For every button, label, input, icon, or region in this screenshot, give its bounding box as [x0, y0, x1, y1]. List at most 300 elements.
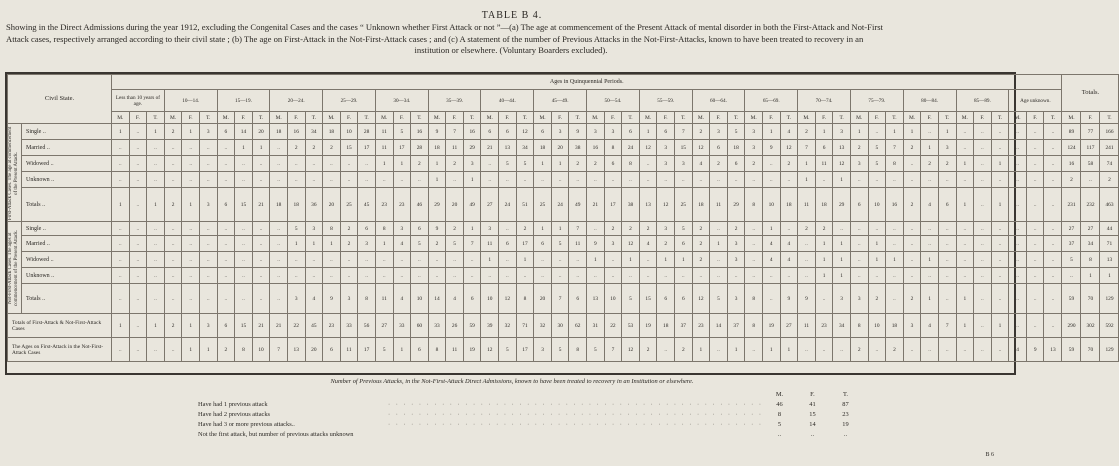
table-cell: .. — [1009, 284, 1027, 314]
table-cell: 27 — [481, 188, 499, 222]
table-cell: 9 — [1026, 338, 1044, 362]
value-m: .. — [777, 430, 782, 438]
table-cell: 29 — [463, 140, 481, 156]
table-cell: 32 — [499, 314, 517, 338]
table-cell: .. — [1026, 140, 1044, 156]
table-cell: 1 — [762, 222, 780, 236]
table-cell: .. — [375, 172, 393, 188]
table-cell: 3 — [710, 124, 728, 140]
table-cell: .. — [745, 252, 763, 268]
total-cell: 166 — [1100, 124, 1119, 140]
table-cell: .. — [745, 268, 763, 284]
sex-header: T. — [938, 112, 956, 124]
table-cell: 2 — [903, 188, 921, 222]
table-cell: .. — [1044, 236, 1062, 252]
table-description — [6, 22, 1016, 57]
table-cell: 21 — [481, 140, 499, 156]
sex-header: M. — [639, 112, 657, 124]
total-cell: 77 — [1081, 124, 1100, 140]
table-cell: .. — [129, 284, 147, 314]
table-cell: 3 — [745, 124, 763, 140]
table-cell: 6 — [217, 314, 235, 338]
table-cell: 29 — [833, 188, 851, 222]
table-cell: 2 — [727, 222, 745, 236]
total-cell: 129 — [1100, 338, 1119, 362]
table-cell: 3 — [604, 236, 622, 252]
table-cell: .. — [833, 338, 851, 362]
table-cell: 1 — [182, 314, 200, 338]
table-cell: 2 — [411, 156, 429, 172]
sex-header: M. — [1009, 112, 1027, 124]
table-cell: .. — [1009, 156, 1027, 172]
table-cell: 1 — [833, 236, 851, 252]
data-row — [8, 172, 1119, 188]
table-cell: .. — [164, 284, 182, 314]
table-cell: .. — [587, 222, 605, 236]
table-cell: .. — [516, 268, 534, 284]
table-cell: 1 — [428, 156, 446, 172]
table-cell: .. — [587, 172, 605, 188]
table-cell: 7 — [675, 124, 693, 140]
table-cell: .. — [956, 252, 974, 268]
previous-attacks-table — [198, 389, 862, 439]
table-cell: 24 — [551, 188, 569, 222]
table-cell: 4 — [780, 252, 798, 268]
table-cell: 1 — [305, 236, 323, 252]
table-cell: .. — [956, 222, 974, 236]
table-cell: .. — [129, 222, 147, 236]
table-cell: 8 — [604, 140, 622, 156]
table-cell: 9 — [323, 284, 341, 314]
table-cell: 2 — [710, 156, 728, 172]
table-cell: .. — [710, 222, 728, 236]
table-cell: .. — [270, 140, 288, 156]
table-cell: .. — [129, 252, 147, 268]
table-cell: 18 — [287, 188, 305, 222]
table-cell: .. — [921, 268, 939, 284]
table-cell: .. — [587, 268, 605, 284]
table-cell: .. — [428, 268, 446, 284]
table-cell: 5 — [499, 156, 517, 172]
table-cell: .. — [129, 172, 147, 188]
total-cell: 592 — [1100, 314, 1119, 338]
sex-header: T. — [1044, 112, 1062, 124]
table-cell: 1 — [833, 172, 851, 188]
table-cell: .. — [850, 252, 868, 268]
table-cell: 8 — [745, 284, 763, 314]
sex-header: F. — [657, 112, 675, 124]
table-cell: 18 — [657, 314, 675, 338]
table-cell: .. — [1044, 268, 1062, 284]
table-cell: 1 — [762, 124, 780, 140]
table-cell: 1 — [287, 236, 305, 252]
table-cell: .. — [815, 284, 833, 314]
sex-header: T. — [516, 112, 534, 124]
table-cell: 18 — [270, 188, 288, 222]
table-cell: .. — [411, 252, 429, 268]
table-cell: .. — [938, 284, 956, 314]
table-cell: 12 — [780, 140, 798, 156]
table-cell: .. — [868, 338, 886, 362]
total-cell: 27 — [1081, 222, 1100, 236]
table-cell: 18 — [323, 124, 341, 140]
table-cell: 1 — [182, 124, 200, 140]
total-cell: 58 — [1081, 156, 1100, 172]
table-cell: 4 — [692, 156, 710, 172]
table-cell: 1 — [199, 338, 217, 362]
table-cell: .. — [692, 268, 710, 284]
table-cell: .. — [569, 252, 587, 268]
total-cell: 463 — [1100, 188, 1119, 222]
table-cell: 5 — [446, 236, 464, 252]
table-cell: 9 — [569, 124, 587, 140]
age-group-header: Age unknown. — [1009, 90, 1062, 112]
table-cell: 14 — [710, 314, 728, 338]
table-cell: 1 — [991, 156, 1009, 172]
table-cell: .. — [164, 268, 182, 284]
table-cell: .. — [974, 172, 992, 188]
table-cell: 2 — [516, 222, 534, 236]
table-cell: 17 — [358, 338, 376, 362]
sex-header: T. — [358, 112, 376, 124]
table-cell: 8 — [358, 284, 376, 314]
sex-header: M. — [850, 112, 868, 124]
table-cell: 18 — [270, 124, 288, 140]
sex-header: T. — [833, 112, 851, 124]
table-cell: 1 — [551, 222, 569, 236]
table-cell: 4 — [393, 236, 411, 252]
sex-header: T. — [1100, 112, 1119, 124]
table-cell: .. — [129, 140, 147, 156]
table-cell: 5 — [710, 284, 728, 314]
table-cell: .. — [217, 284, 235, 314]
table-cell: 2 — [903, 284, 921, 314]
age-group-header: 70—74. — [798, 90, 851, 112]
data-row — [8, 156, 1119, 172]
table-cell: 45 — [305, 314, 323, 338]
table-cell: 2 — [692, 124, 710, 140]
table-cell: 1 — [393, 338, 411, 362]
table-cell: 33 — [393, 314, 411, 338]
sex-header: F. — [235, 112, 253, 124]
total-cell: 1 — [1081, 268, 1100, 284]
table-cell: 53 — [622, 314, 640, 338]
table-cell: .. — [199, 284, 217, 314]
table-cell: .. — [305, 156, 323, 172]
table-cell: 20 — [534, 284, 552, 314]
table-cell: 1 — [551, 156, 569, 172]
table-cell: .. — [217, 236, 235, 252]
sex-header: T. — [305, 112, 323, 124]
table-cell: 11 — [375, 140, 393, 156]
table-cell: 45 — [358, 188, 376, 222]
table-cell: .. — [1044, 188, 1062, 222]
table-cell: .. — [481, 172, 499, 188]
age-group-header: 65—69. — [745, 90, 798, 112]
table-cell: .. — [1026, 124, 1044, 140]
table-cell: .. — [217, 252, 235, 268]
table-cell: .. — [199, 156, 217, 172]
table-cell: 8 — [569, 338, 587, 362]
table-cell: .. — [287, 268, 305, 284]
table-cell: .. — [798, 252, 816, 268]
table-cell: .. — [798, 268, 816, 284]
table-cell: .. — [1009, 124, 1027, 140]
table-cell: 14 — [428, 284, 446, 314]
table-cell: 20 — [252, 124, 270, 140]
table-cell: 49 — [463, 188, 481, 222]
sex-header: T. — [886, 112, 904, 124]
table-cell: 3 — [463, 156, 481, 172]
table-cell: .. — [921, 222, 939, 236]
table-cell: 6 — [657, 284, 675, 314]
table-cell: 3 — [551, 124, 569, 140]
table-cell: 1 — [991, 314, 1009, 338]
total-cell: 16 — [1062, 156, 1081, 172]
table-cell: .. — [112, 156, 130, 172]
sex-header: F. — [499, 112, 517, 124]
table-cell: 1 — [692, 338, 710, 362]
table-cell: 17 — [604, 188, 622, 222]
total-cell: 70 — [1081, 284, 1100, 314]
table-cell: .. — [217, 172, 235, 188]
total-cell: 59 — [1062, 284, 1081, 314]
table-cell: .. — [147, 236, 165, 252]
table-cell: 1 — [956, 188, 974, 222]
table-cell: 1 — [639, 124, 657, 140]
sex-header: F. — [129, 112, 147, 124]
table-cell: .. — [340, 252, 358, 268]
age-group-header: 60—64. — [692, 90, 745, 112]
sex-header-row — [8, 112, 1119, 124]
table-cell: 3 — [199, 314, 217, 338]
table-cell: 1 — [815, 124, 833, 140]
table-cell: 21 — [270, 314, 288, 338]
table-cell: .. — [270, 252, 288, 268]
table-cell: .. — [411, 172, 429, 188]
table-cell: .. — [886, 268, 904, 284]
previous-attacks-section — [0, 378, 1024, 439]
table-cell: .. — [974, 124, 992, 140]
table-cell: .. — [147, 156, 165, 172]
table-cell: .. — [270, 222, 288, 236]
table-cell: 13 — [587, 284, 605, 314]
table-cell: 1 — [657, 252, 675, 268]
table-cell: .. — [1009, 236, 1027, 252]
table-cell: .. — [235, 252, 253, 268]
table-cell: 4 — [921, 314, 939, 338]
table-cell: .. — [622, 268, 640, 284]
data-row — [8, 124, 1119, 140]
table-cell: .. — [252, 252, 270, 268]
table-cell: 2 — [868, 284, 886, 314]
table-cell: 23 — [393, 188, 411, 222]
table-cell: .. — [762, 172, 780, 188]
table-cell: .. — [112, 284, 130, 314]
sex-header: M. — [587, 112, 605, 124]
table-cell: .. — [358, 268, 376, 284]
table-cell: 17 — [358, 140, 376, 156]
value-t: .. — [843, 430, 848, 438]
sex-header: F. — [921, 112, 939, 124]
age-group-row — [8, 90, 1119, 112]
table-cell: 3 — [393, 222, 411, 236]
table-cell: 3 — [850, 156, 868, 172]
table-cell: 7 — [551, 284, 569, 314]
table-cell: .. — [323, 268, 341, 284]
table-cell: 23 — [692, 314, 710, 338]
table-cell: .. — [622, 172, 640, 188]
table-cell: .. — [499, 268, 517, 284]
sex-header: T. — [252, 112, 270, 124]
table-cell: 6 — [481, 124, 499, 140]
table-cell: .. — [974, 188, 992, 222]
table-cell: .. — [1044, 284, 1062, 314]
table-cell: .. — [710, 338, 728, 362]
sex-header: F. — [604, 112, 622, 124]
table-cell: 5 — [587, 338, 605, 362]
table-cell: 26 — [446, 314, 464, 338]
sex-header: T. — [147, 112, 165, 124]
table-cell: 4 — [1009, 338, 1027, 362]
table-cell: .. — [199, 222, 217, 236]
table-cell: 6 — [217, 124, 235, 140]
row-label: Have had 1 previous attack — [198, 400, 268, 408]
table-cell: 6 — [727, 156, 745, 172]
table-cell: .. — [710, 172, 728, 188]
table-cell: .. — [850, 236, 868, 252]
table-cell: 3 — [534, 338, 552, 362]
table-cell: 5 — [499, 338, 517, 362]
table-cell: .. — [974, 222, 992, 236]
table-cell: 22 — [287, 314, 305, 338]
table-cell: .. — [129, 156, 147, 172]
table-cell: .. — [147, 140, 165, 156]
table-cell: 10 — [868, 188, 886, 222]
table-cell: .. — [164, 156, 182, 172]
not-first-attack-group-label — [8, 222, 22, 314]
table-cell: 2 — [815, 222, 833, 236]
table-cell: 6 — [499, 236, 517, 252]
table-cell: .. — [499, 222, 517, 236]
sex-header: T. — [569, 112, 587, 124]
table-cell: .. — [780, 222, 798, 236]
table-cell: .. — [1009, 188, 1027, 222]
table-cell: 2 — [587, 156, 605, 172]
sex-header: F. — [393, 112, 411, 124]
table-cell: .. — [323, 252, 341, 268]
table-cell: 17 — [516, 236, 534, 252]
table-cell: 9 — [762, 140, 780, 156]
table-cell: .. — [938, 172, 956, 188]
table-cell: .. — [182, 172, 200, 188]
table-cell: .. — [199, 236, 217, 252]
table-cell: 16 — [411, 124, 429, 140]
table-cell: 8 — [745, 188, 763, 222]
table-cell: .. — [340, 156, 358, 172]
table-cell: .. — [657, 268, 675, 284]
table-cell: .. — [991, 236, 1009, 252]
table-cell: 3 — [481, 222, 499, 236]
table-cell: .. — [164, 140, 182, 156]
table-cell: 1 — [780, 338, 798, 362]
table-cell: 21 — [587, 188, 605, 222]
table-cell: .. — [974, 338, 992, 362]
table-cell: .. — [710, 252, 728, 268]
value-f: 15 — [809, 410, 816, 418]
table-cell: .. — [762, 156, 780, 172]
table-cell: 1 — [516, 252, 534, 268]
data-table-frame — [5, 72, 1114, 375]
table-cell: .. — [287, 172, 305, 188]
table-cell: .. — [903, 222, 921, 236]
table-cell: 6 — [534, 124, 552, 140]
table-cell: 1 — [147, 188, 165, 222]
table-cell: 15 — [340, 140, 358, 156]
table-cell: 7 — [446, 124, 464, 140]
table-cell: .. — [886, 284, 904, 314]
table-cell: .. — [921, 236, 939, 252]
total-cell: 27 — [1062, 222, 1081, 236]
table-cell: 1 — [833, 252, 851, 268]
table-cell: .. — [147, 338, 165, 362]
total-cell: 74 — [1100, 156, 1119, 172]
table-cell: 11 — [446, 338, 464, 362]
table-cell: .. — [868, 268, 886, 284]
table-cell: .. — [639, 172, 657, 188]
table-cell: 6 — [815, 140, 833, 156]
table-cell: 8 — [428, 338, 446, 362]
table-cell: .. — [270, 236, 288, 252]
first-attack-group-label — [8, 124, 22, 222]
totals-row — [8, 188, 1119, 222]
table-cell: .. — [481, 156, 499, 172]
table-cell: .. — [745, 222, 763, 236]
sex-header: M. — [164, 112, 182, 124]
group-label-text: Not-First-Attack Cases. The ages at commencement of the Present Attack. — [8, 229, 19, 306]
table-cell: .. — [1026, 268, 1044, 284]
table-cell: 6 — [622, 124, 640, 140]
table-cell: .. — [252, 222, 270, 236]
table-cell: 7 — [938, 314, 956, 338]
table-cell: .. — [129, 314, 147, 338]
table-cell: 1 — [956, 314, 974, 338]
sex-header: T. — [622, 112, 640, 124]
value-f: 14 — [809, 420, 816, 428]
value-t: 19 — [842, 420, 849, 428]
total-cell: .. — [1062, 268, 1081, 284]
table-cell: .. — [1026, 314, 1044, 338]
table-cell: 1 — [991, 188, 1009, 222]
table-cell: .. — [956, 338, 974, 362]
table-cell: 25 — [534, 188, 552, 222]
table-cell: 11 — [798, 314, 816, 338]
age-group-header: 20—24. — [270, 90, 323, 112]
table-cell: .. — [340, 172, 358, 188]
table-cell: 6 — [938, 188, 956, 222]
table-cell: .. — [1009, 140, 1027, 156]
totals-row — [8, 338, 1119, 362]
table-cell: 2 — [798, 222, 816, 236]
sex-header: M. — [112, 112, 130, 124]
table-cell: .. — [657, 172, 675, 188]
table-cell: .. — [446, 268, 464, 284]
total-cell: 44 — [1100, 222, 1119, 236]
value-f: 41 — [809, 400, 816, 408]
table-cell: 11 — [481, 236, 499, 252]
table-cell: .. — [112, 172, 130, 188]
table-cell: .. — [956, 268, 974, 284]
